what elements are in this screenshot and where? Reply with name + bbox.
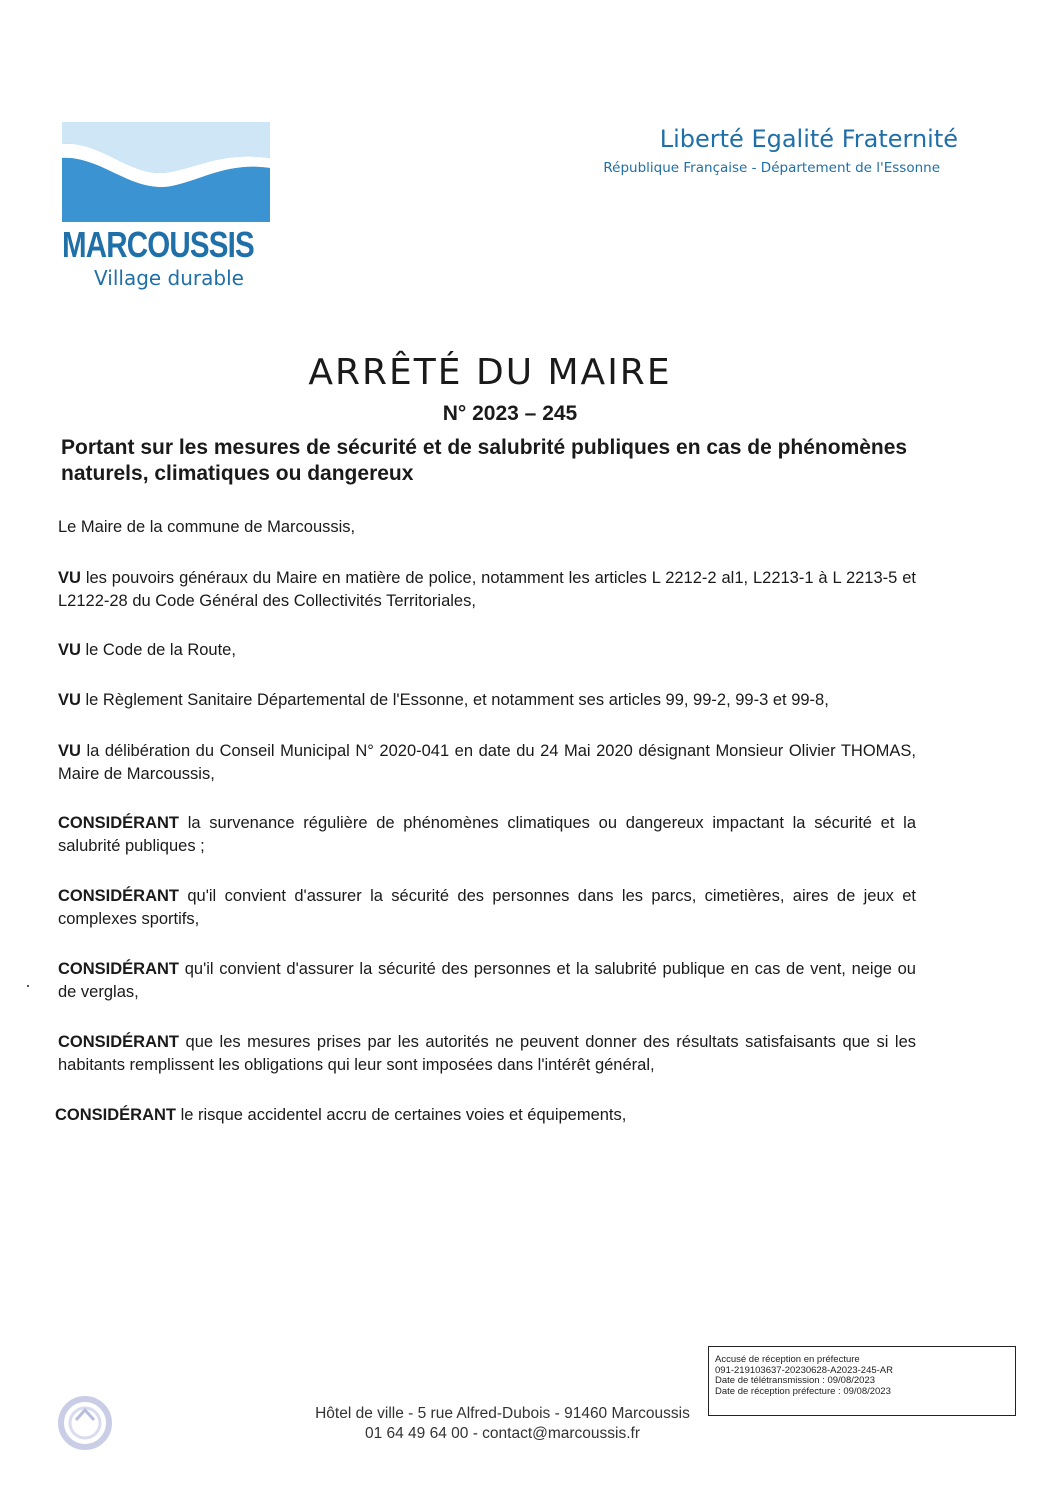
paragraph-keyword: VU [58,569,81,587]
paragraph-text: le Code de la Route, [80,641,236,659]
paragraph-text: que les mesures prises par les autorités ne peuvent donner des résultats satisfaisants que si les habitants remplissent les obligations qui leur sont imposées dans l'intérêt général, [58,1033,916,1074]
paragraph [58,689,916,712]
stamp-line: Accusé de réception en préfecture [715,1354,860,1365]
paragraph [58,567,916,613]
paragraph [58,812,916,858]
paragraph-keyword: CONSIDÉRANT [58,887,180,905]
recycle-icon [52,1390,118,1456]
paragraph-text: qu'il convient d'assurer la sécurité des personnes et la salubrité publique en cas de vent, neige ou de verglas, [58,960,916,1001]
paragraph [58,1031,916,1077]
stamp-line: 091-219103637-20230628-A2023-245-AR [715,1364,894,1376]
paragraph-text: qu'il convient d'assurer la sécurité des personnes dans les parcs, cimetières, aires de jeux et complexes sportifs, [58,887,916,928]
paragraph-keyword: CONSIDÉRANT [58,814,180,832]
logo-tagline: Village durable [94,266,244,290]
paragraph-text: le Règlement Sanitaire Départemental de l'Essonne, et notamment ses articles 99, 99-2, 99-3 et 99-8, [80,691,829,709]
document-title: ARRÊTÉ DU MAIRE [308,352,672,393]
paragraph [58,740,916,786]
paragraph-text: la survenance régulière de phénomènes climatiques ou dangereux impactant la sécurité et la salubrité publiques ; [58,814,916,855]
decree-subject: Portant sur les mesures de sécurité et de salubrité publiques en cas de phénomènes naturels, climatiques ou dangereux [61,436,908,485]
paragraph-text: les pouvoirs généraux du Maire en matière de police, notamment les articles L 2212-2 al1, L2213-1 à L 2213-5 et L2122-28 du Code Général des Collectivités Territoriales, [58,569,916,610]
paragraph [58,885,916,931]
paragraph [58,958,916,1004]
marcoussis-logo [62,122,272,290]
paragraph-text: la délibération du Conseil Municipal N° 2020-041 en date du 24 Mai 2020 désignant Monsieur Olivier THOMAS, Maire de Marcoussis, [58,742,916,783]
paragraph-keyword: VU [58,742,81,760]
national-motto: Liberté Egalité Fraternité [659,125,958,153]
paragraph-keyword: CONSIDÉRANT [55,1106,177,1124]
intro-line: Le Maire de la commune de Marcoussis, [58,518,356,536]
wave-logo-icon [62,122,270,222]
paragraph [58,639,916,662]
motto-subtitle: République Française - Département de l'Essonne [603,160,940,176]
paragraph [55,1104,913,1127]
logo-name: MARCOUSSIS [62,224,254,265]
footer-address: Hôtel de ville - 5 rue Alfred-Dubois - 91460 Marcoussis [315,1405,690,1422]
footer-contact: 01 64 49 64 00 - contact@marcoussis.fr [364,1425,641,1442]
paragraph-keyword: VU [58,691,81,709]
stamp-line: Date de télétransmission : 09/08/2023 [715,1375,876,1386]
paragraph-keyword: CONSIDÉRANT [58,960,180,978]
paragraph-text: le risque accidentel accru de certaines voies et équipements, [176,1106,627,1124]
decree-number: N° 2023 – 245 [442,402,578,425]
stamp-line: Date de réception préfecture : 09/08/2023 [715,1385,891,1397]
paragraph-keyword: VU [58,641,81,659]
paragraph-keyword: CONSIDÉRANT [58,1033,180,1051]
scan-speck [27,985,29,987]
